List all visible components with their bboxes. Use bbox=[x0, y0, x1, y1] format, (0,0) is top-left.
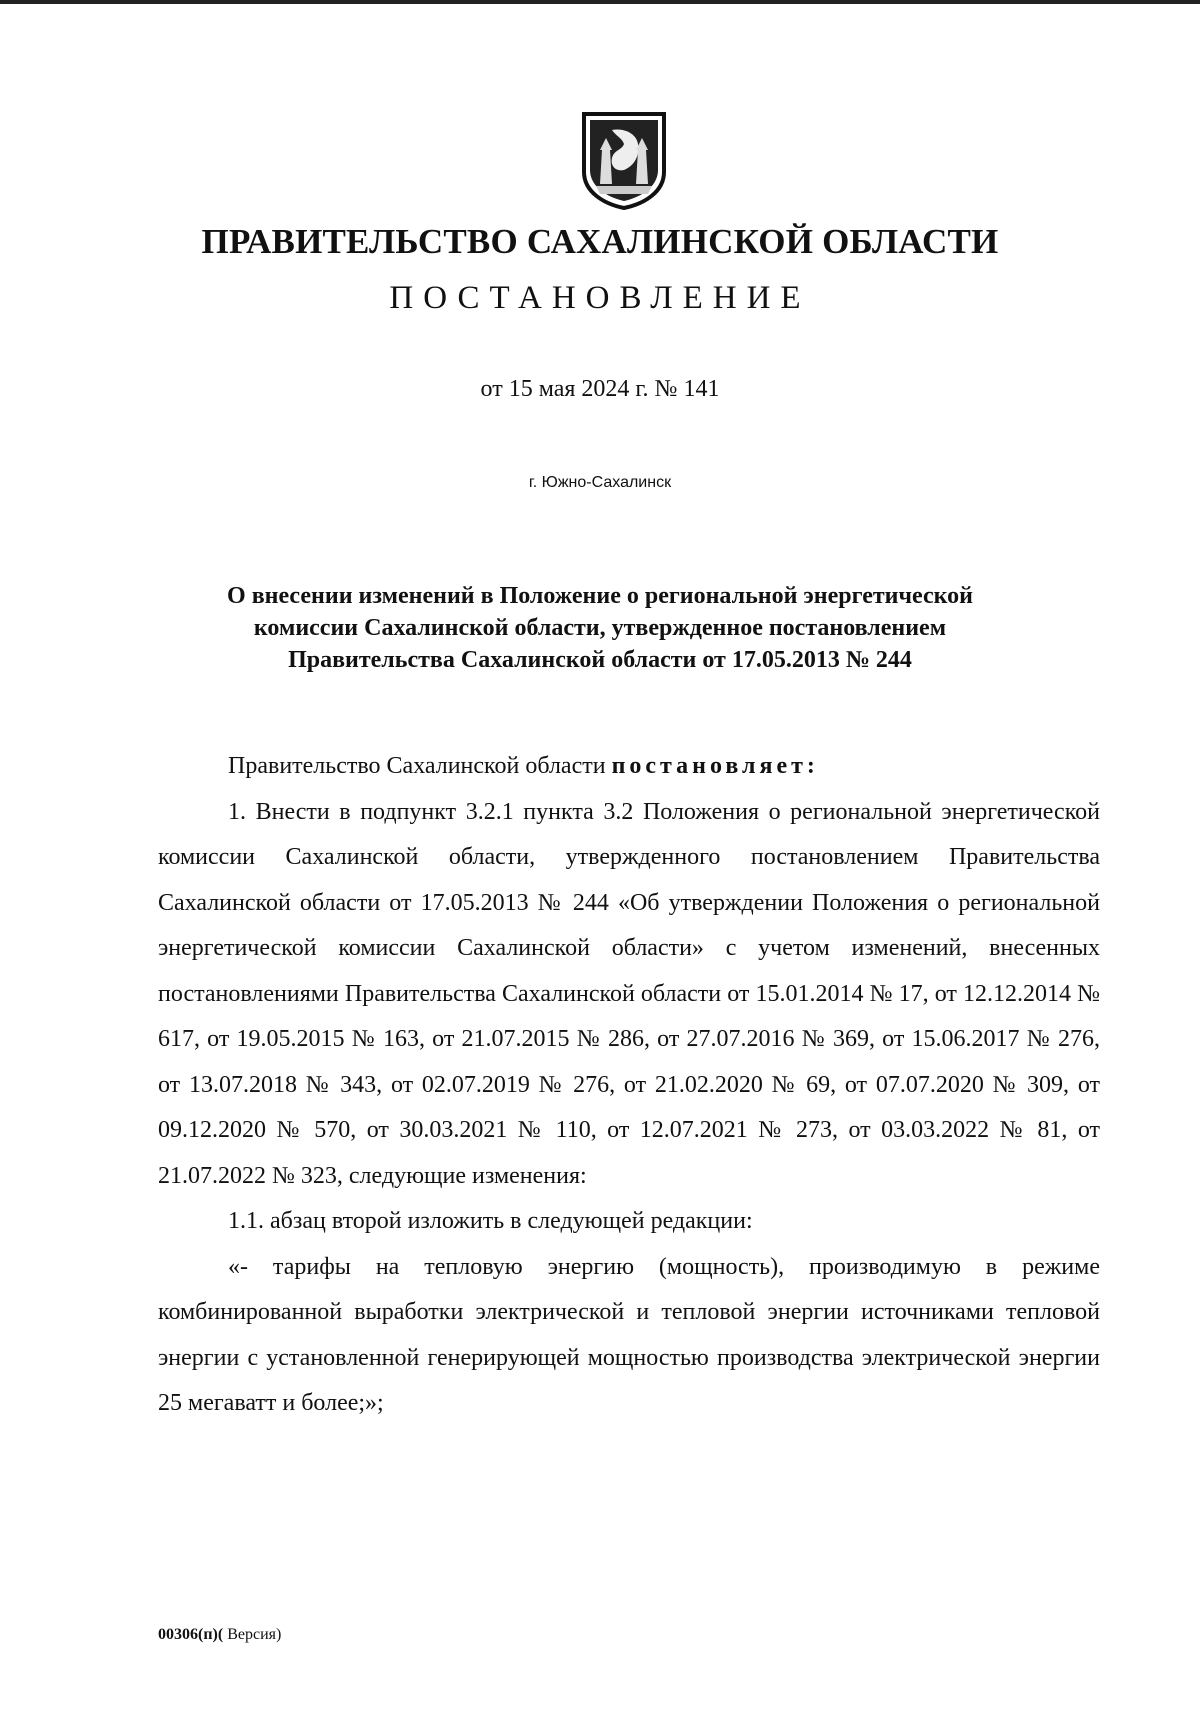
quoted-amendment: «- тарифы на тепловую энергию (мощность), производимую в режиме комбинированной выработки электрической и тепловой энергии источниками тепловой энергии с установленной генерирующей мощностью производства электрической энергии 25 мегаватт и более;»; bbox=[158, 1253, 1100, 1416]
government-title: ПРАВИТЕЛЬСТВО САХАЛИНСКОЙ ОБЛАСТИ bbox=[201, 222, 999, 261]
subject-line: Правительства Сахалинской области от 17.05.2013 № 244 bbox=[288, 647, 912, 673]
document-city: г. Южно-Сахалинск bbox=[528, 474, 672, 491]
preamble-text: Правительство Сахалинской области bbox=[228, 753, 612, 779]
footer-code: 00306(п)( bbox=[158, 1626, 224, 1643]
document-date-number: от 15 мая 2024 г. № 141 bbox=[480, 376, 720, 402]
footer-version: Версия) bbox=[223, 1626, 282, 1643]
document-footer-code bbox=[158, 1626, 281, 1644]
top-border-line bbox=[0, 0, 1200, 4]
paragraph-item-1: 1. Внести в подпункт 3.2.1 пункта 3.2 Положения о региональной энергетической комиссии Сахалинской области, утвержденного постановлением Правительства Сахалинской области от 17.05.2013 № 244 «Об утверждении Положения о региональной энергетической комиссии Сахалинской области» с учетом изменений, внесенных постановлениями Правительства Сахалинской области от 15.01.2014 № 17, от 12.12.2014 № 617, от 19.05.2015 № 163, от 21.07.2015 № 286, от 27.07.2016 № 369, от 15.06.2017 № 276, от 13.07.2018 № 343, от 02.07.2019 № 276, от 21.02.2020 № 69, от 07.07.2020 № 309, от 09.12.2020 № 570, от 30.03.2021 № 110, от 12.07.2021 № 273, от 03.03.2022 № 81, от 21.07.2022 № 323, следующие изменения: bbox=[158, 798, 1100, 1189]
document-body bbox=[158, 744, 1100, 1427]
document-subject bbox=[150, 580, 1050, 676]
document-type: ПОСТАНОВЛЕНИЕ bbox=[389, 280, 811, 316]
sakhalin-coat-of-arms-icon bbox=[578, 110, 670, 210]
subject-line: О внесении изменений в Положение о региональной энергетической bbox=[227, 583, 973, 609]
paragraph-item-1-1: 1.1. абзац второй изложить в следующей редакции: bbox=[228, 1208, 753, 1234]
preamble-decree-word: постановляет: bbox=[611, 753, 819, 779]
subject-line: комиссии Сахалинской области, утвержденное постановлением bbox=[253, 615, 947, 641]
preamble bbox=[158, 744, 1100, 790]
